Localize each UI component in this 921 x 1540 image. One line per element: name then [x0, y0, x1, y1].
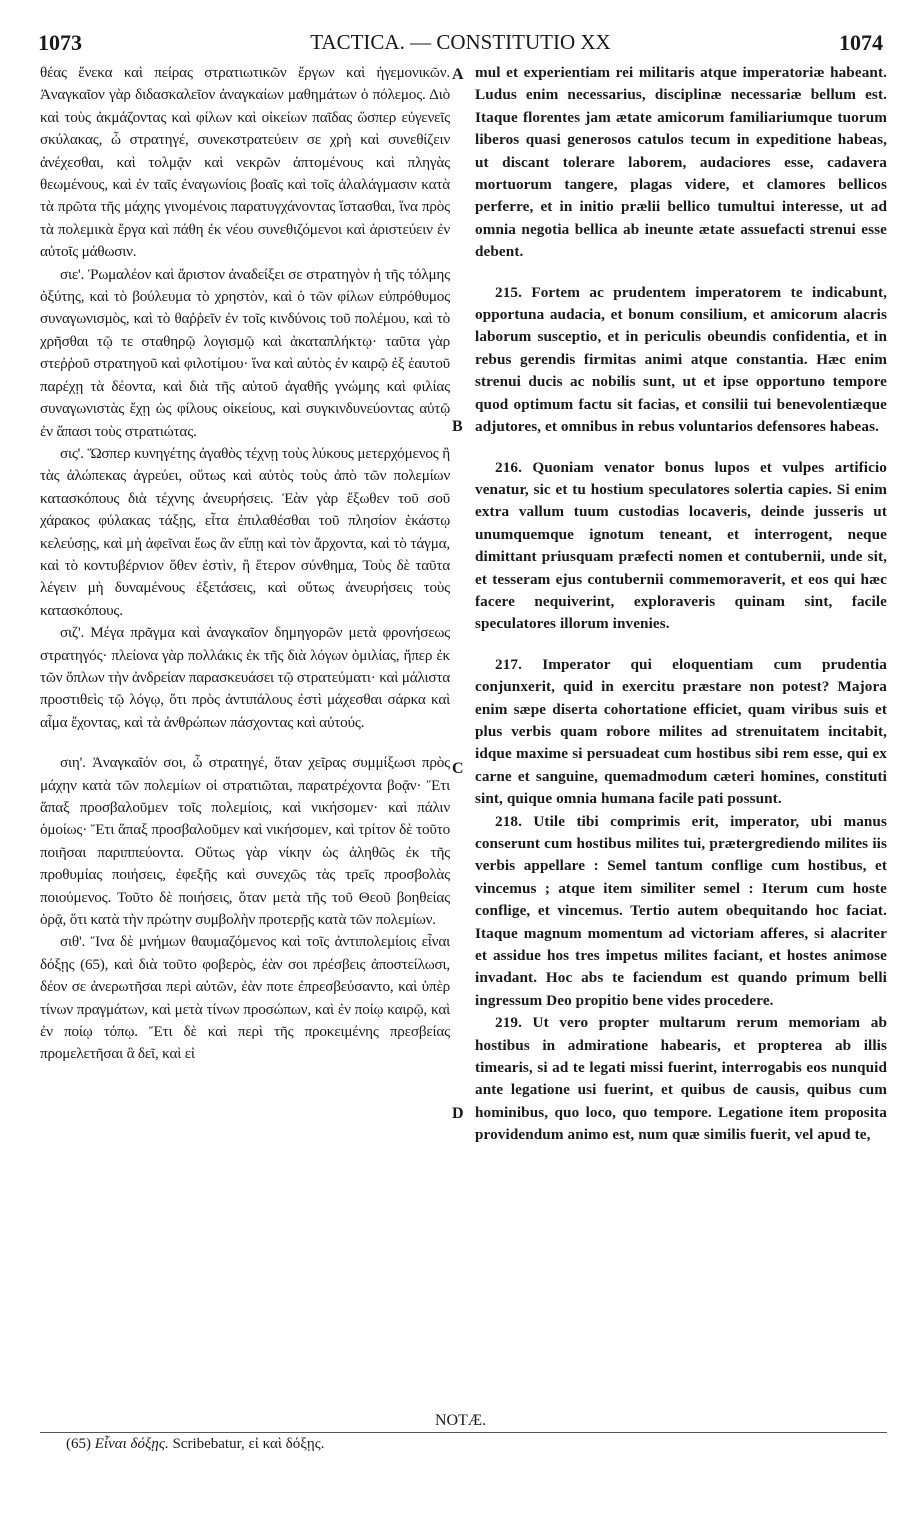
latin-paragraph: 216. Quoniam venator bonus lupos et vulpes artificio venatur, sic et tu hostium speculatores solertia capies. Si enim extra vallum tuum custodias locaveris, deinde jusseris ut unumquemque ignotum teneant, et interrogent, neque dimittant priusquam præfecti nomen et contubernii, unde sit, et tesseram ejus contubernii commemoraverit, et eos qui hæc facere nequiverint, exploraveris quinam sint, facile speculatores illorum invenies. [475, 458, 887, 633]
greek-column [40, 62, 450, 1066]
page-number-right: 1074 [839, 30, 883, 55]
greek-paragraph: σιε'. Ῥωμαλέον καὶ ἄριστον ἀναδείξει σε στρατηγὸν ἡ τῆς τόλμης ὀξύτης, καὶ τὸ βούλευμα τὸ χρηστὸν, καὶ ὁ τῶν φίλων εὐπρόθυμος συναγωνισμὸς, καὶ τὸ θαῤῥεῖν ἐν τοῖς κινδύνοις τοῦ πολέμου, καὶ τὸ χρῆσθαι τῷ τε σταθηρῷ λογισμῷ καὶ ἀκαταπλήκτῳ· ταῦτα γὰρ στεῤῥοῦ στρατηγοῦ καὶ φιλοτίμου· ἵνα καὶ αὐτὸς ἐν καιρῷ ἐξ ἑαυτοῦ παρέχῃ τὰ δέοντα, καὶ διὰ τῆς αὐτοῦ ἀγαθῆς γνώμης καὶ φιλίας συναγωνιστὰς ἔχῃ ὡς φίλους οἰκείους, καὶ συγκινδυνεύοντας αὐτῷ ἐν ἅπασι τοὺς στρατιώτας. [40, 265, 450, 440]
footnote [66, 1436, 324, 1453]
notes-heading: NOTÆ. [434, 1412, 487, 1429]
notes-divider [40, 1432, 887, 1433]
running-title: TACTICA. — CONSTITUTIO XX [310, 30, 611, 54]
latin-paragraph: 217. Imperator qui eloquentiam cum prudentia conjunxerit, quid in exercitu præstare non potest? Majora enim sæpe diserta cohortatione efficiet, quam viribus suis et plus verbis quam robore milites ad strenuitatem incitabit, idque maxime si persuadeat cum hostibus sibi rem esse, qui ex carne et sanguine, quemadmodum cæteri homines, constituti sint, quique omnia humana facile pati possunt. [475, 655, 887, 808]
greek-paragraph: σις'. Ὥσπερ κυνηγέτης ἀγαθὸς τέχνῃ τοὺς λύκους μετερχόμενος ἢ τὰς ἀλώπεκας ἀγρεύει, οὕτως καὶ αὐτὸς τοὺς ἀπὸ τῶν πολεμίων κατασκόπους διὰ τέχνης ἀνευρήσεις. Ἐὰν γὰρ ἔξωθεν τοῦ σοῦ χάρακος φύλακας τάξῃς, εἶτα ἐπιλαθέσθαι τοῦ πλησίον ἑκάστῳ κελεύσῃς, καὶ μὴ ἀφεῖναι ἕως ἂν εἴπῃ καὶ τὸν ἄρχοντα, καὶ τὸ τάγμα, καὶ τὸ κοντυβέρνιον ὅθεν ἐστὶν, ἢ ἕτερον σύνθημα, Τοὺς δὲ ταῦτα λέγειν μὴ δυναμένους ἐξετάσεις, καὶ οὕτως ἀνευρήσεις τοὺς κατασκόπους. [40, 444, 450, 619]
footnote-number: (65) [66, 1436, 91, 1452]
page-header [0, 30, 921, 60]
margin-letter-b: B [452, 418, 463, 435]
margin-letter-a: A [452, 66, 464, 83]
latin-paragraph: 218. Utile tibi comprimis erit, imperator, ubi manus conserunt cum hostibus milites tui, prætergrediendo milites iis verbis appellare : Semel tantum confligе cum hostibus, et vincemus ; atque item similiter semel : Iterum cum hoste conflige, et vincemus. Tertio autem obequitando hoc faciat. Itaque magnum momentum ad victoriam afferes, si alacriter et assidue hos tres impetus milites faciant, et hostes animose invadant. Hoc abs te faciendum est quando primum belli ingressum Deo propitio bene vides procedere. [475, 812, 887, 1009]
greek-paragraph: σιζ'. Μέγα πρᾶγμα καὶ ἀναγκαῖον δημηγορῶν μετὰ φρονήσεως στρατηγός· πλείονα γὰρ πολλάκις ἐκ τῆς διὰ λόγων ὁμιλίας, ἤπερ ἐκ τῶν ὅπλων τὴν ἀνδρείαν παρασκευάσει τῷ στρατεύματι· καὶ μάλιστα προστιθεὶς τῷ λόγῳ, ὅτι πρὸς ἀντιπάλους ἐστὶ μάχεσθαι σάρκα καὶ αἷμα ἔχοντας, καὶ τὰ ἀνθρώπων πάσχοντας καὶ αὐτούς. [40, 624, 450, 731]
greek-paragraph: σιθ'. Ἵνα δὲ μνήμων θαυμαζόμενος καὶ τοῖς ἀντιπολεμίοις εἶναι δόξῃς (65), καὶ διὰ τοῦτο φοβερὸς, ἐὰν σοι πρέσβεις ἀποστείλωσι, δέον σε ἀνερωτῆσαι περὶ αὐτῶν, ἐὰν ποτε ἐπρεσβεύσαντο, καὶ ὑπὲρ τίνων πραγμάτων, καὶ μετὰ τίνων προσώπων, καὶ ἐν ποίῳ καιρῷ, καὶ ἐν ποίῳ τόπῳ. Ἔτι δὲ καὶ περὶ τῆς προκειμένης πρεσβείας προμελετῆσαι ἃ δεῖ, καὶ εἰ [40, 933, 450, 1063]
footnote-greek: Εἶναι δόξῃς. [94, 1436, 169, 1452]
page-number-left: 1073 [38, 30, 82, 55]
greek-paragraph: σιη'. Ἀναγκαῖόν σοι, ὦ στρατηγέ, ὅταν χεῖρας συμμίξωσι πρὸς μάχην κατὰ τῶν πολεμίων οἱ στρατιῶται, παρατρέχοντα βοᾷν· Ἔτι ἅπαξ προσβαλοῦμεν τοῖς πολεμίοις, καὶ νικήσομεν· καὶ πάλιν ὁμοίως· Ἔτι ἅπαξ προσβαλοῦμεν καὶ νικήσομεν, καὶ τρίτον δὲ τοῦτο ποιῆσαι παριππεύοντα. Οὕτως γὰρ νίκην ὡς ἀληθῶς ἐκ τῆς προθυμίας ποιήσεις, ἐφεξῆς καὶ συνεχῶς τὰς τρεῖς προσβολὰς ποιούμενος. Τοῦτο δὲ ποιήσεις, ὅταν μετὰ τῆς τοῦ Θεοῦ βοηθείας ὁρᾷ, ὅτι κατὰ τὴν πρώτην συμβολὴν προτερῇς κατὰ τῶν πολεμίων. [40, 754, 450, 929]
greek-paragraph: θέας ἕνεκα καὶ πείρας στρατιωτικῶν ἔργων καὶ ἡγεμονικῶν. Ἀναγκαῖον γὰρ διδασκαλεῖον ἀναγκαίων μαθημάτων ὁ πόλεμος. Διὸ καὶ τοὺς ἀκμάζοντας καὶ φίλων καὶ οἰκείων παῖδας ὥσπερ εὐγενεῖς σκύλακας, ὦ στρατηγέ, συνεκστρατεύειν σε χρὴ καὶ συνεθίζειν ἀνέχεσθαι, καὶ τολμᾷν καὶ νεκρῶν ἁπτομένους καὶ πληγὰς θεωμένους, καὶ ἐν ταῖς ἐναγωνίοις βοαῖς καὶ τοῖς ἀλαλάγμασιν κατὰ τὰ πρῶτα τῆς μάχης γινομένοις παρατυγχάνοντας ἵστασθαι, ἵνα πρὸς τὰ πολεμικὰ ἔργα καὶ πάθη ἐκ νέου συνεθιζόμενοι καὶ ἀριστεύειν ἐν αὐτοῖς μάθωσιν. [40, 64, 450, 261]
latin-column [475, 62, 887, 1147]
latin-paragraph: 219. Ut vero propter multarum rerum memoriam ab hostibus in admiratione habearis, et propterea ab illis timearis, si ad te legati missi fuerint, interrogabis eos nunquid ante legatione usi fuerint, et quibus de causis, quibus cum hominibus, quo loco, quo tempore. Legatione item proposita providendum animo est, num quæ similis fuerit, vel apud te, [475, 1014, 887, 1144]
latin-paragraph: 215. Fortem ac prudentem imperatorem te indicabunt, opportuna audacia, et bonum consilium, et amicorum alacris laborum susceptio, et in periculis obeundis confidentia, et in rebus gerendis firmitas animi atque constantia. Hæc enim strenui ducis ac nobilis sunt, ut et ipse opportuno tempore quod optimum factu sit facias, et consilii tui benevolentiæque adjutores, et omnibus in rebus voluntarios defensores habeas. [475, 283, 887, 436]
margin-letter-c: C [452, 760, 464, 777]
footnote-text: Scribebatur, εἰ καὶ δόξῃς. [172, 1436, 325, 1452]
margin-letter-d: D [452, 1105, 464, 1122]
latin-paragraph: mul et experientiam rei militaris atque imperatoriæ habeant. Ludus enim necessarius, disciplinæ necessariæ bellum est. Itaque florentes jam ætate amicorum familiariumque tuorum liberos quasi generosos catulos tecum in expeditione habeas, ut discant tolerare laborem, audaciores esse, cadavera mortuorum tangere, plagas videre, et clamores bellicos perferre, et in initio prælii bellico tumultui interesse, ut ad omnia negotia bellica ab ineunte ætate assuefacti strenui esse debent. [475, 64, 887, 261]
